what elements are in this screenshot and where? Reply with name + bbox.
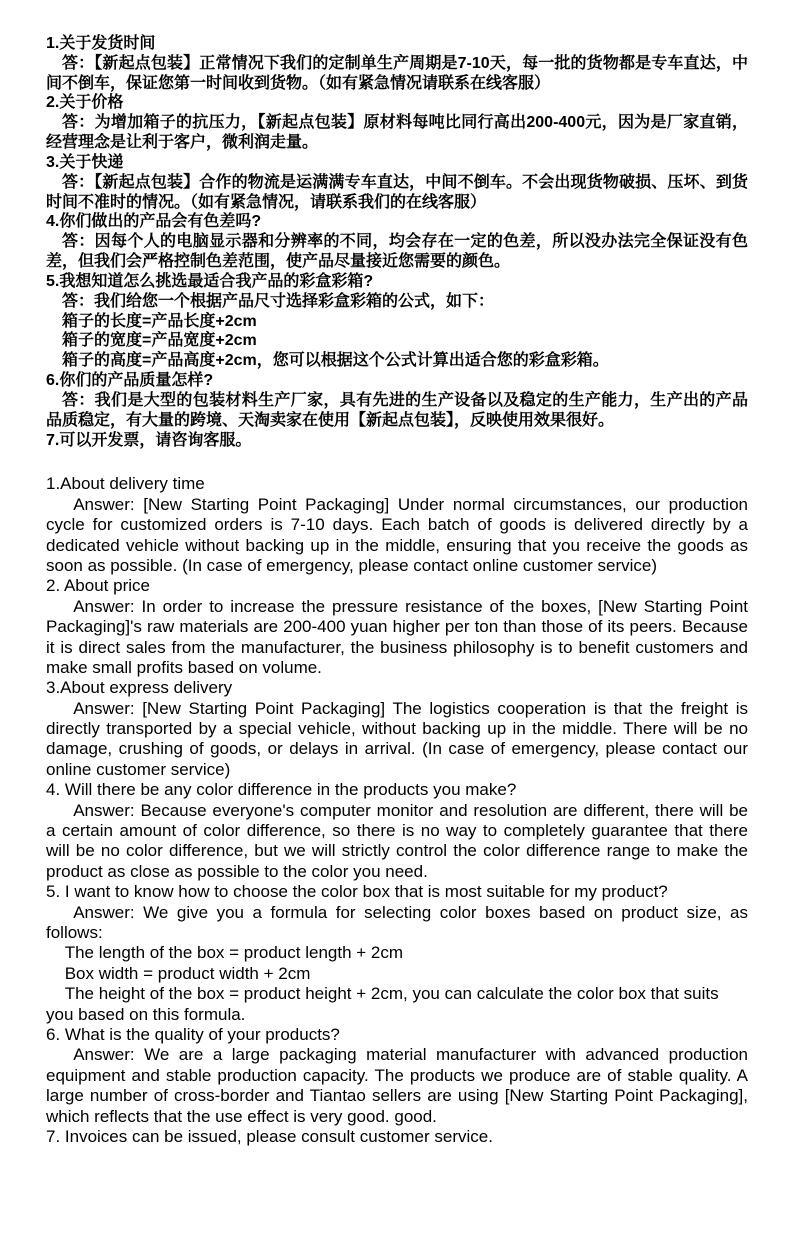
faq-document <box>46 34 748 1147</box>
faq-section-english <box>46 474 748 1147</box>
faq-answer: 答：为增加箱子的抗压力，【新起点包装】原材料每吨比同行高出200-400元，因为是厂家直销，经营理念是让利于客户，微利润走量。 <box>46 114 748 152</box>
faq-formula: 箱子的宽度=产品宽度+2cm <box>62 332 257 350</box>
faq-answer: Answer: Because everyone's computer monitor and resolution are different, there will be a certain amount of color difference, so there is no way to completely guarantee that there will be no color difference, but we will strictly control the color difference range to make the product as close as possible to the color you need. <box>46 800 748 881</box>
faq-answer: Answer: [New Starting Point Packaging] Under normal circumstances, our production cycle for customized orders is 7-10 days. Each batch of goods is delivered directly by a dedicated vehicle without backing up in the middle, ensuring that you receive the goods as soon as possible. (In case of emergency, please contact online customer service) <box>46 494 748 575</box>
faq-answer: Answer: We are a large packaging material manufacturer with advanced production equipment and stable production capacity. The products we produce are of stable quality. A large number of cross-border and Tiantao sellers are using [New Starting Point Packaging], which reflects that the use effect is very good. good. <box>46 1045 748 1126</box>
faq-question: 1.关于发货时间 <box>46 35 156 52</box>
faq-answer: Answer: We give you a formula for selecting color boxes based on product size, as follows: <box>46 902 748 942</box>
faq-question: 4.你们做出的产品会有色差吗? <box>46 213 262 231</box>
faq-question: 2. About price <box>46 576 150 596</box>
faq-formula: The length of the box = product length + 2cm <box>64 943 404 963</box>
faq-answer: 答：我们给您一个根据产品尺寸选择彩盒彩箱的公式，如下： <box>62 292 495 310</box>
faq-answer: 答：我们是大型的包装材料生产厂家，具有先进的生产设备以及稳定的生产能力，生产出的产品品质稳定，有大量的跨境、天淘卖家在使用【新起点包装】，反映使用效果很好。 <box>46 391 748 429</box>
faq-question: 1.About delivery time <box>46 474 205 494</box>
faq-formula: 箱子的长度=产品长度+2cm <box>62 312 257 330</box>
faq-question: 2.关于价格 <box>46 94 124 112</box>
faq-question: 6.你们的产品质量怎样? <box>46 372 214 390</box>
faq-answer: Answer: In order to increase the pressure resistance of the boxes, [New Starting Point Packaging]'s raw materials are 200-400 yuan higher per ton than those of its peers. Because it is direct sales from the manufacturer, the business philosophy is to benefit customers and make small profits based on volume. <box>46 596 748 677</box>
faq-question: 3.关于快递 <box>46 153 124 171</box>
faq-formula: The height of the box = product height + 2cm, you can calculate the color box that suits you based on this formula. <box>46 984 719 1024</box>
faq-question: 3.About express delivery <box>46 678 233 698</box>
faq-formula: Box width = product width + 2cm <box>64 963 311 983</box>
faq-question: 6. What is the quality of your products? <box>46 1024 340 1044</box>
faq-answer: 答：【新起点包装】正常情况下我们的定制单生产周期是7-10天，每一批的货物都是专车直达，中间不倒车，保证您第一时间收到货物。（如有紧急情况请联系在线客服） <box>46 54 748 92</box>
faq-formula: 箱子的高度=产品高度+2cm，您可以根据这个公式计算出适合您的彩盒彩箱。 <box>62 352 609 370</box>
faq-question: 5. I want to know how to choose the color box that is most suitable for my product? <box>46 882 668 902</box>
faq-question: 4. Will there be any color difference in the products you make? <box>46 780 517 800</box>
faq-question: 7. Invoices can be issued, please consult customer service. <box>46 1126 493 1146</box>
faq-question: 7.可以开发票，请咨询客服。 <box>46 431 252 449</box>
faq-section-chinese <box>46 34 748 450</box>
faq-answer: Answer: [New Starting Point Packaging] The logistics cooperation is that the freight is directly transported by a special vehicle, without backing up in the middle. There will be no damage, crushing of goods, or delays in arrival. (In case of emergency, please contact our online customer service) <box>46 698 748 779</box>
faq-answer: 答：【新起点包装】合作的物流是运满满专车直达，中间不倒车。不会出现货物破损、压坏、到货时间不准时的情况。（如有紧急情况，请联系我们的在线客服） <box>46 173 748 211</box>
faq-question: 5.我想知道怎么挑选最适合我产品的彩盒彩箱? <box>46 272 374 290</box>
faq-answer: 答：因每个人的电脑显示器和分辨率的不同，均会存在一定的色差，所以没办法完全保证没有色差，但我们会严格控制色差范围，使产品尽量接近您需要的颜色。 <box>46 233 748 271</box>
